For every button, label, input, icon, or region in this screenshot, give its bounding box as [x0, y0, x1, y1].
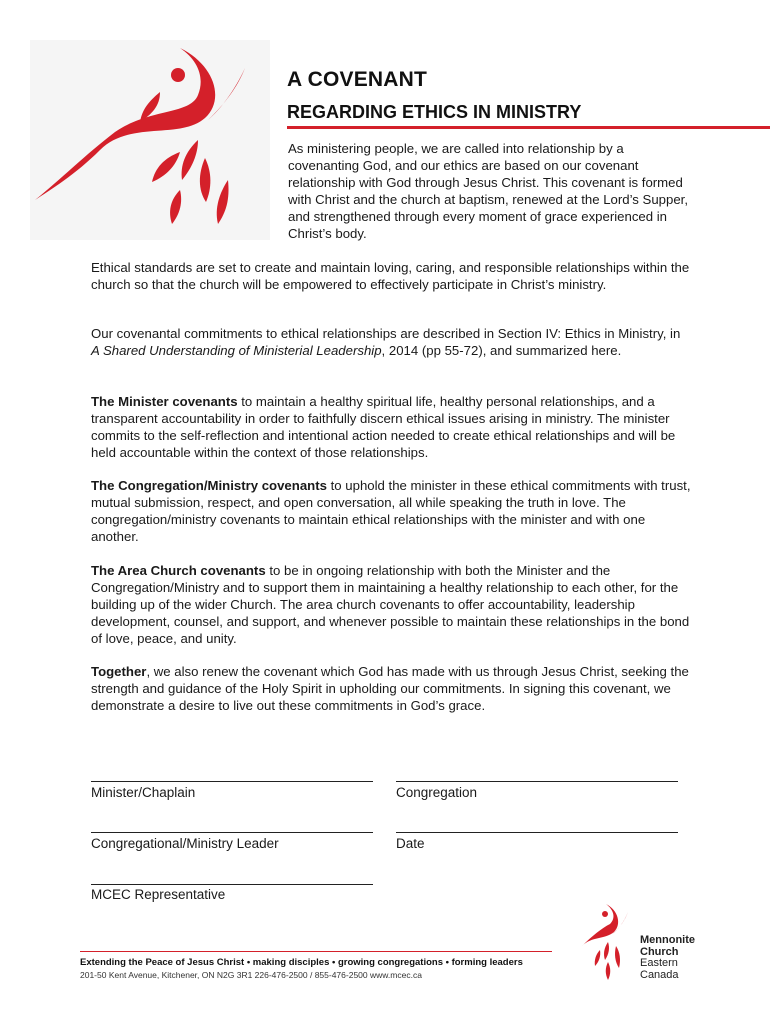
brand-line-1: Mennonite [640, 934, 695, 946]
brand-line-3: Eastern [640, 957, 678, 969]
congregation-signature-line[interactable] [396, 781, 678, 782]
minister-signature-label: Minister/Chaplain [91, 785, 196, 800]
brand-line-4: Canada [640, 968, 679, 981]
paragraph-lead: Together [91, 664, 147, 679]
leader-signature-label: Congregational/Ministry Leader [91, 836, 279, 851]
paragraph-text: Our covenantal commitments to ethical relationships are described in Section IV: Ethics in Ministry, in [91, 326, 681, 341]
paragraph-text: to maintain a healthy spiritual life, healthy personal relationships, and a transparent accountability in order to faithfully discern ethical issues arising in ministry. The minister commits to the self-reflection and intentional action needed to create ethical relationships and will be held accountable within the context of those relationships. [91, 394, 676, 460]
paragraph-text: , we also renew the covenant which God has made with us through Jesus Christ, seeking the strength and guidance of the Holy Spirit in upholding our commitments. In signing this covenant, we demonstrate a desire to live out these commitments in God’s grace. [91, 664, 689, 713]
mcec-signature-line[interactable] [91, 884, 373, 885]
book-title: A Shared Understanding of Ministerial Leadership [91, 343, 382, 358]
paragraph-lead: The Area Church covenants [91, 563, 266, 578]
paragraph-lead: The Minister covenants [91, 394, 238, 409]
paragraph-lead: The Congregation/Ministry covenants [91, 478, 327, 493]
paragraph-ethical-standards: Ethical standards are set to create and maintain loving, caring, and responsible relationships within the church so that the church will be empowered to effectively participate in Christ’s ministry. [91, 260, 690, 292]
date-label: Date [396, 836, 425, 851]
paragraph-text: to uphold the minister in these ethical commitments with trust, mutual submission, respect, and open conversation, all while speaking the truth in love. The congregation/ministry covenants to maintain ethical relationships with the minister and with one another. [91, 478, 691, 544]
congregation-signature-label: Congregation [396, 785, 478, 800]
paragraph-covenantal-commitments [91, 325, 691, 359]
title-divider [287, 126, 770, 129]
leader-signature-line[interactable] [91, 832, 373, 833]
paragraph-congregation-covenants [91, 477, 691, 545]
mcec-signature-label: MCEC Representative [91, 887, 226, 902]
footer-address: 201-50 Kent Avenue, Kitchener, ON N2G 3R1 226-476-2500 / 855-476-2500 www.mcec.ca [80, 970, 422, 980]
footer-tagline: Extending the Peace of Jesus Christ • making disciples • growing congregations • forming leaders [80, 957, 523, 968]
page-subtitle: REGARDING ETHICS IN MINISTRY [287, 102, 582, 122]
page-title: A COVENANT [287, 68, 428, 91]
dove-icon [30, 40, 270, 240]
dove-logo [30, 40, 270, 240]
date-line[interactable] [396, 832, 678, 833]
mcec-dove-icon [578, 902, 638, 982]
paragraph-minister-covenants [91, 393, 691, 461]
intro-paragraph: As ministering people, we are called into relationship by a covenanting God, and our ethics are based on our covenant relationship with God through Jesus Christ. This covenant is formed with Christ and the church at baptism, renewed at the Lord’s Supper, and strengthened through every moment of grace experienced in Christ’s body. [288, 141, 689, 241]
paragraph-text: to be in ongoing relationship with both the Minister and the Congregation/Ministry and to support them in maintaining a healthy relationship to each other, for the building up of the wider Church. The area church covenants to offer accountability, leadership development, counsel, and support, and whenever possible to maintain these relationships in the bond of love, peace, and unity. [91, 563, 690, 646]
mcec-wordmark [640, 935, 695, 981]
paragraph-text: , 2014 (pp 55-72), and summarized here. [381, 343, 622, 358]
paragraph-area-church-covenants [91, 562, 691, 647]
footer-divider [80, 951, 552, 952]
minister-signature-line[interactable] [91, 781, 373, 782]
paragraph-together [91, 663, 691, 714]
brand-line-2: Church [640, 945, 679, 958]
